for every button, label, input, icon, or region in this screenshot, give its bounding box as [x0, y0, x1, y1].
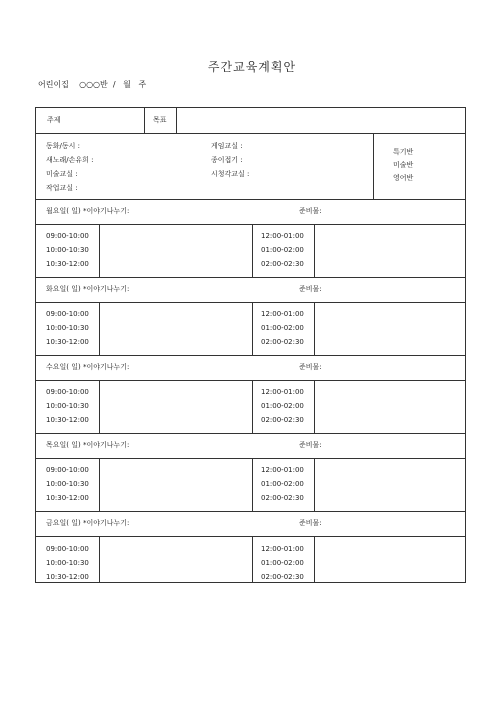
divider [314, 458, 315, 511]
divider [252, 302, 253, 355]
divider [99, 458, 100, 511]
time-slot: 10:00-10:30 [46, 324, 89, 332]
time-slot: 01:00-02:00 [261, 480, 304, 488]
divider [36, 355, 465, 356]
day-header: 수요일( 일) *이야기나누기: [46, 363, 130, 371]
divider [36, 380, 465, 381]
time-slot: 12:00-01:00 [261, 545, 304, 553]
divider [314, 224, 315, 277]
divider [144, 108, 145, 133]
divider [99, 380, 100, 433]
time-slot: 02:00-02:30 [261, 416, 304, 424]
divider [36, 433, 465, 434]
divider [36, 224, 465, 225]
day-header: 목요일( 일) *이야기나누기: [46, 441, 130, 449]
document-title: 주간교육계획안 [207, 60, 297, 74]
divider [36, 511, 465, 512]
divider [176, 108, 177, 133]
special-class: 미술반 [393, 161, 414, 169]
time-slot: 12:00-01:00 [261, 466, 304, 474]
divider [252, 224, 253, 277]
time-slot: 10:30-12:00 [46, 573, 89, 581]
time-slot: 10:00-10:30 [46, 246, 89, 254]
special-class: 영어반 [393, 174, 414, 182]
time-slot: 10:00-10:30 [46, 480, 89, 488]
time-slot: 02:00-02:30 [261, 260, 304, 268]
divider [36, 199, 465, 200]
time-slot: 09:00-10:00 [46, 545, 89, 553]
divider [373, 133, 374, 199]
time-slot: 09:00-10:00 [46, 388, 89, 396]
time-slot: 10:30-12:00 [46, 494, 89, 502]
time-slot: 09:00-10:00 [46, 466, 89, 474]
activity-item: 동화/동시 : [46, 142, 80, 150]
activity-item: 새노래/손유희 : [46, 156, 94, 164]
activity-item: 작업교실 : [46, 184, 78, 192]
divider [252, 380, 253, 433]
prep-label: 준비물: [299, 363, 322, 371]
time-slot: 02:00-02:30 [261, 494, 304, 502]
divider [99, 302, 100, 355]
prep-label: 준비물: [299, 519, 322, 527]
divider [314, 302, 315, 355]
special-class: 특기반 [393, 148, 414, 156]
time-slot: 10:30-12:00 [46, 260, 89, 268]
time-slot: 02:00-02:30 [261, 573, 304, 581]
activity-item: 시청각교실 : [211, 170, 250, 178]
activity-item: 게임교실 : [211, 142, 243, 150]
time-slot: 01:00-02:00 [261, 402, 304, 410]
time-slot: 02:00-02:30 [261, 338, 304, 346]
day-header: 화요일( 일) *이야기나누기: [46, 285, 130, 293]
divider [99, 224, 100, 277]
time-slot: 09:00-10:00 [46, 232, 89, 240]
goal-label: 목표 [153, 116, 167, 124]
divider [99, 536, 100, 583]
time-slot: 12:00-01:00 [261, 310, 304, 318]
time-slot: 01:00-02:00 [261, 246, 304, 254]
divider [314, 380, 315, 433]
divider [252, 458, 253, 511]
divider [314, 536, 315, 583]
day-header: 월요일( 일) *이야기나누기: [46, 207, 130, 215]
time-slot: 01:00-02:00 [261, 559, 304, 567]
weekly-plan-form [35, 107, 466, 583]
prep-label: 준비물: [299, 285, 322, 293]
divider [36, 277, 465, 278]
time-slot: 09:00-10:00 [46, 310, 89, 318]
time-slot: 12:00-01:00 [261, 232, 304, 240]
divider [36, 458, 465, 459]
activity-item: 미술교실 : [46, 170, 78, 178]
theme-label: 주제 [47, 116, 61, 124]
time-slot: 10:00-10:30 [46, 559, 89, 567]
time-slot: 10:00-10:30 [46, 402, 89, 410]
activity-item: 종이접기 : [211, 156, 243, 164]
prep-label: 준비물: [299, 207, 322, 215]
time-slot: 12:00-01:00 [261, 388, 304, 396]
divider [36, 302, 465, 303]
divider [36, 536, 465, 537]
divider [252, 536, 253, 583]
time-slot: 10:30-12:00 [46, 416, 89, 424]
divider [36, 133, 465, 134]
time-slot: 01:00-02:00 [261, 324, 304, 332]
day-header: 금요일( 일) *이야기나누기: [46, 519, 130, 527]
time-slot: 10:30-12:00 [46, 338, 89, 346]
prep-label: 준비물: [299, 441, 322, 449]
document-subtitle: 어린이집 ○○○반 / 월 주 [38, 80, 147, 89]
